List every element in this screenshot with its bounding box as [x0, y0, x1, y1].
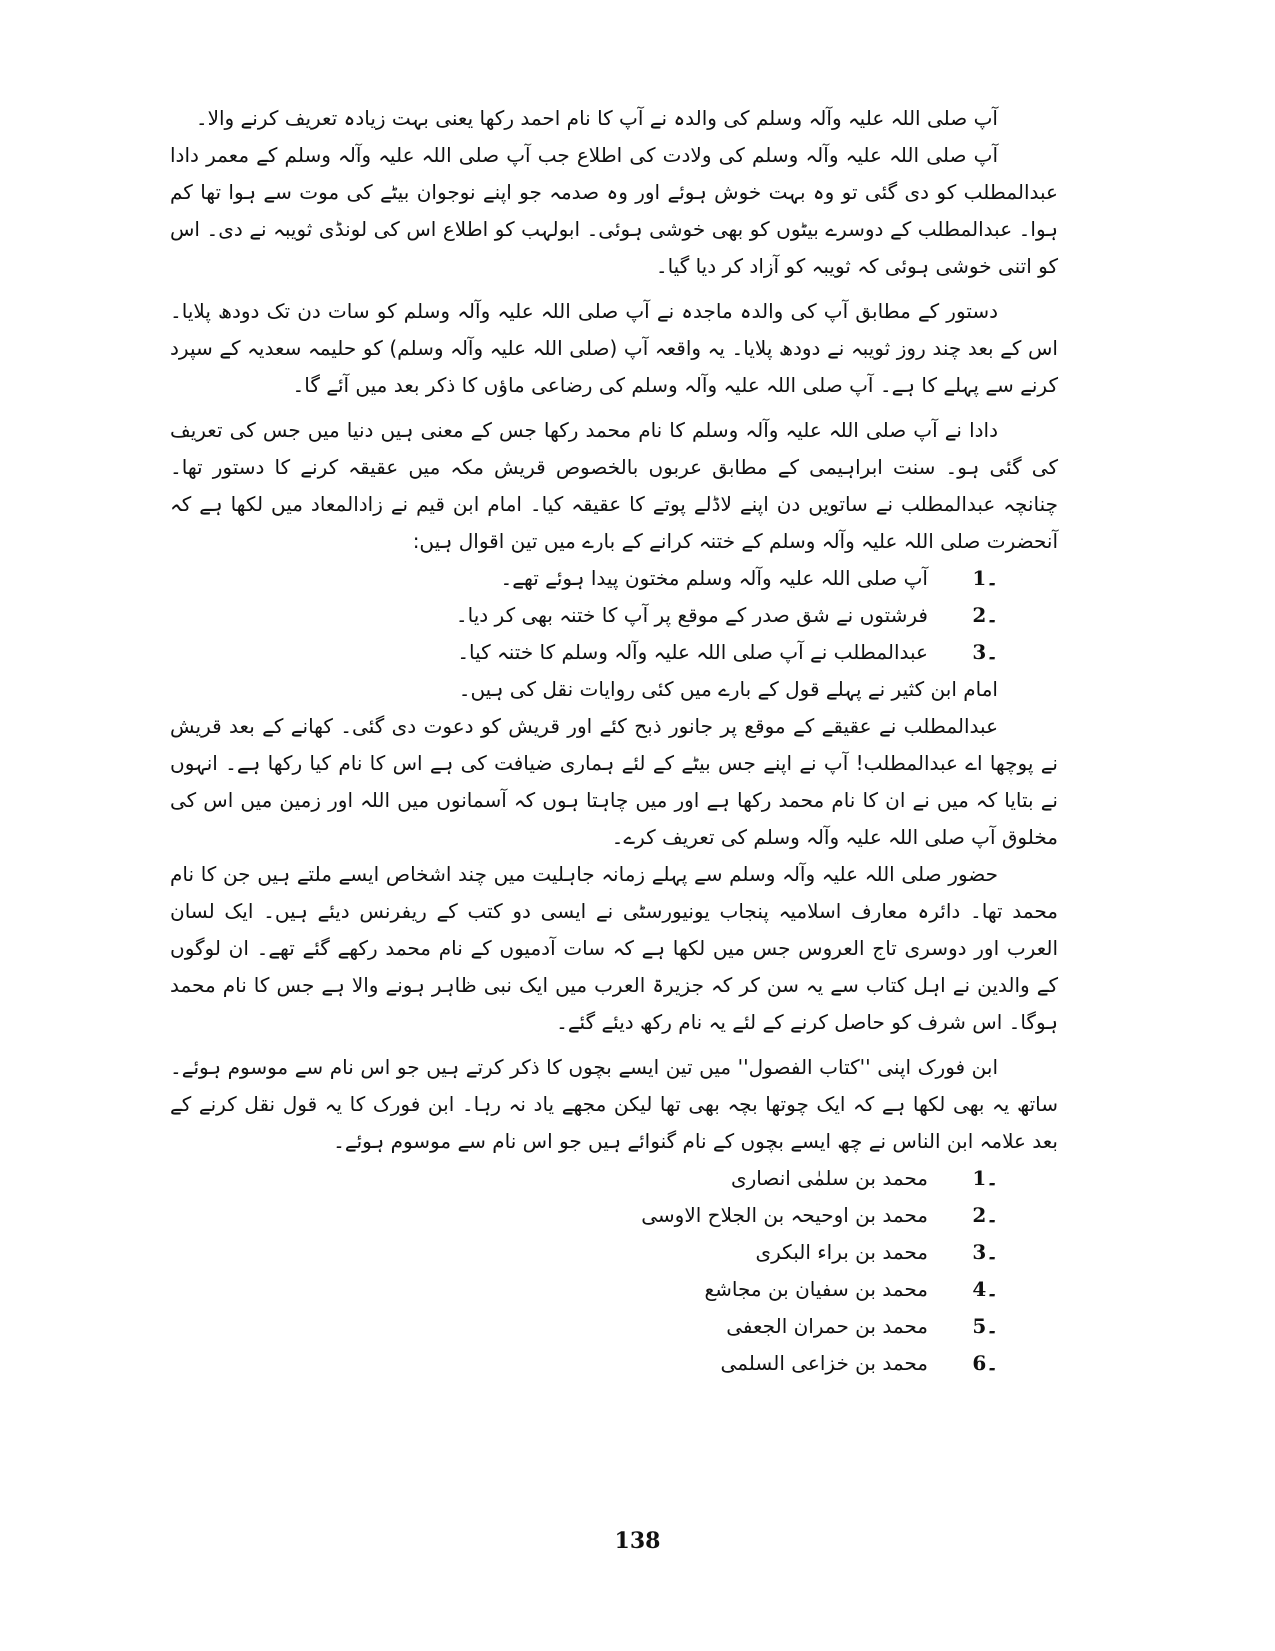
- list-number: 3۔: [972, 640, 998, 664]
- list-text: محمد بن سفیان بن مجاشع: [704, 1277, 928, 1301]
- paragraph-8: ابن فورک اپنی ''کتاب الفصول'' میں تین ایسے بچوں کا ذکر کرتے ہیں جو اس نام سے موسوم ہوئے۔ ساتھ یہ بھی لکھا ہے کہ ایک چوتھا بچہ بھی تھا لیکن مجھے یاد نہ رہا۔ ابن فورک کا یہ قول نقل کرنے کے بعد علامہ ابن الناس نے چھ ایسے بچوں کے نام گنوائے ہیں جو اس نام سے موسوم ہوئے۔: [170, 1055, 1058, 1153]
- paragraph-2: آپ صلی اللہ علیہ وآلہ وسلم کی ولادت کی اطلاع جب آپ صلی اللہ علیہ وآلہ وسلم کے معمر دادا عبدالمطلب کو دی گئی تو وہ بہت خوش ہوئے اور وہ صدمہ جو اپنے نوجوان بیٹے کی موت سے ہوا تھا کم ہوا۔ عبدالمطلب کے دوسرے بیٹوں کو بھی خوشی ہوئی۔ ابولہب کو اطلاع اس کی لونڈی ثویبہ نے دی۔ اس کو اتنی خوشی ہوئی کہ ثویبہ کو آزاد کر دیا گیا۔: [170, 143, 1058, 278]
- list-item: [170, 597, 1058, 634]
- list-text: محمد بن سلمٰی انصاری: [730, 1166, 928, 1190]
- page-number: 138: [614, 1528, 661, 1554]
- list-item: [170, 560, 1058, 597]
- list-text: محمد بن براء البکری: [755, 1240, 928, 1264]
- list-text: عبدالمطلب نے آپ صلی اللہ علیہ وآلہ وسلم کا ختنہ کیا۔: [457, 640, 928, 664]
- list-number: 2۔: [972, 1203, 998, 1227]
- paragraph-4: دادا نے آپ صلی اللہ علیہ وآلہ وسلم کا نام محمد رکھا جس کے معنی ہیں دنیا میں جس کی تعریف کی گئی ہو۔ سنت ابراہیمی کے مطابق عربوں بالخصوص قریش مکہ میں عقیقہ کرنے کا دستور تھا۔ چنانچہ عبدالمطلب نے ساتویں دن اپنے لاڈلے پوتے کا عقیقہ کیا۔ امام ابن قیم نے زادالمعاد میں لکھا ہے کہ آنحضرت صلی اللہ علیہ وآلہ وسلم کے ختنہ کرانے کے بارے میں تین اقوال ہیں:: [170, 418, 1058, 553]
- list-item: [170, 634, 1058, 671]
- list-number: 5۔: [972, 1314, 998, 1338]
- list-number: 1۔: [972, 566, 998, 590]
- paragraph-1: آپ صلی اللہ علیہ وآلہ وسلم کی والدہ نے آپ کا نام احمد رکھا یعنی بہت زیادہ تعریف کرنے والا۔: [195, 106, 998, 130]
- list-number: 3۔: [972, 1240, 998, 1264]
- list-item: [170, 1197, 1058, 1234]
- list-number: 4۔: [972, 1277, 998, 1301]
- page-body: [170, 100, 1058, 1382]
- list-item: [170, 1271, 1058, 1308]
- list-number: 6۔: [972, 1351, 998, 1375]
- khatna-list: [170, 560, 1058, 671]
- paragraph-5: امام ابن کثیر نے پہلے قول کے بارے میں کئی روایات نقل کی ہیں۔: [458, 677, 998, 701]
- list-item: [170, 1234, 1058, 1271]
- list-number: 1۔: [972, 1166, 998, 1190]
- paragraph-6: عبدالمطلب نے عقیقے کے موقع پر جانور ذبح کئے اور قریش کو دعوت دی گئی۔ کھانے کے بعد قریش نے پوچھا اے عبدالمطلب! آپ نے اپنے جس بیٹے کے لئے ہماری ضیافت کی ہے اس کا نام کیا رکھا ہے۔ انہوں نے بتایا کہ میں نے ان کا نام محمد رکھا ہے اور میں چاہتا ہوں کہ آسمانوں میں اللہ اور زمین میں اس کی مخلوق آپ صلی اللہ علیہ وآلہ وسلم کی تعریف کرے۔: [170, 714, 1058, 849]
- list-item: [170, 1345, 1058, 1382]
- paragraph-7: حضور صلی اللہ علیہ وآلہ وسلم سے پہلے زمانہ جاہلیت میں چند اشخاص ایسے ملتے ہیں جن کا نام محمد تھا۔ دائرہ معارف اسلامیہ پنجاب یونیورسٹی نے ایسی دو کتب کے ریفرنس دیئے ہیں۔ ایک لسان العرب اور دوسری تاج العروس جس میں لکھا ہے کہ سات آدمیوں کے نام محمد رکھے گئے تھے۔ ان لوگوں کے والدین نے اہل کتاب سے یہ سن کر کہ جزیرۃ العرب میں ایک نبی ظاہر ہونے والا ہے جس کا نام محمد ہوگا۔ اس شرف کو حاصل کرنے کے لئے یہ نام رکھ دیئے گئے۔: [170, 862, 1058, 1034]
- list-text: فرشتوں نے شق صدر کے موقع پر آپ کا ختنہ بھی کر دیا۔: [455, 603, 928, 627]
- paragraph-3: دستور کے مطابق آپ کی والدہ ماجدہ نے آپ صلی اللہ علیہ وآلہ وسلم کو سات دن تک دودھ پلایا۔ اس کے بعد چند روز ثویبہ نے دودھ پلایا۔ یہ واقعہ آپ (صلی اللہ علیہ وآلہ وسلم) کو حلیمہ سعدیہ کے سپرد کرنے سے پہلے کا ہے۔ آپ صلی اللہ علیہ وآلہ وسلم کی رضاعی ماؤں کا ذکر بعد میں آئے گا۔: [170, 299, 1058, 397]
- list-item: [170, 1160, 1058, 1197]
- list-text: محمد بن اوحیحہ بن الجلاح الاوسی: [641, 1203, 928, 1227]
- list-text: محمد بن خزاعی السلمی: [720, 1351, 928, 1375]
- list-text: محمد بن حمران الجعفی: [726, 1314, 928, 1338]
- names-list: [170, 1160, 1058, 1382]
- list-text: آپ صلی اللہ علیہ وآلہ وسلم مختون پیدا ہوئے تھے۔: [500, 566, 928, 590]
- list-number: 2۔: [972, 603, 998, 627]
- list-item: [170, 1308, 1058, 1345]
